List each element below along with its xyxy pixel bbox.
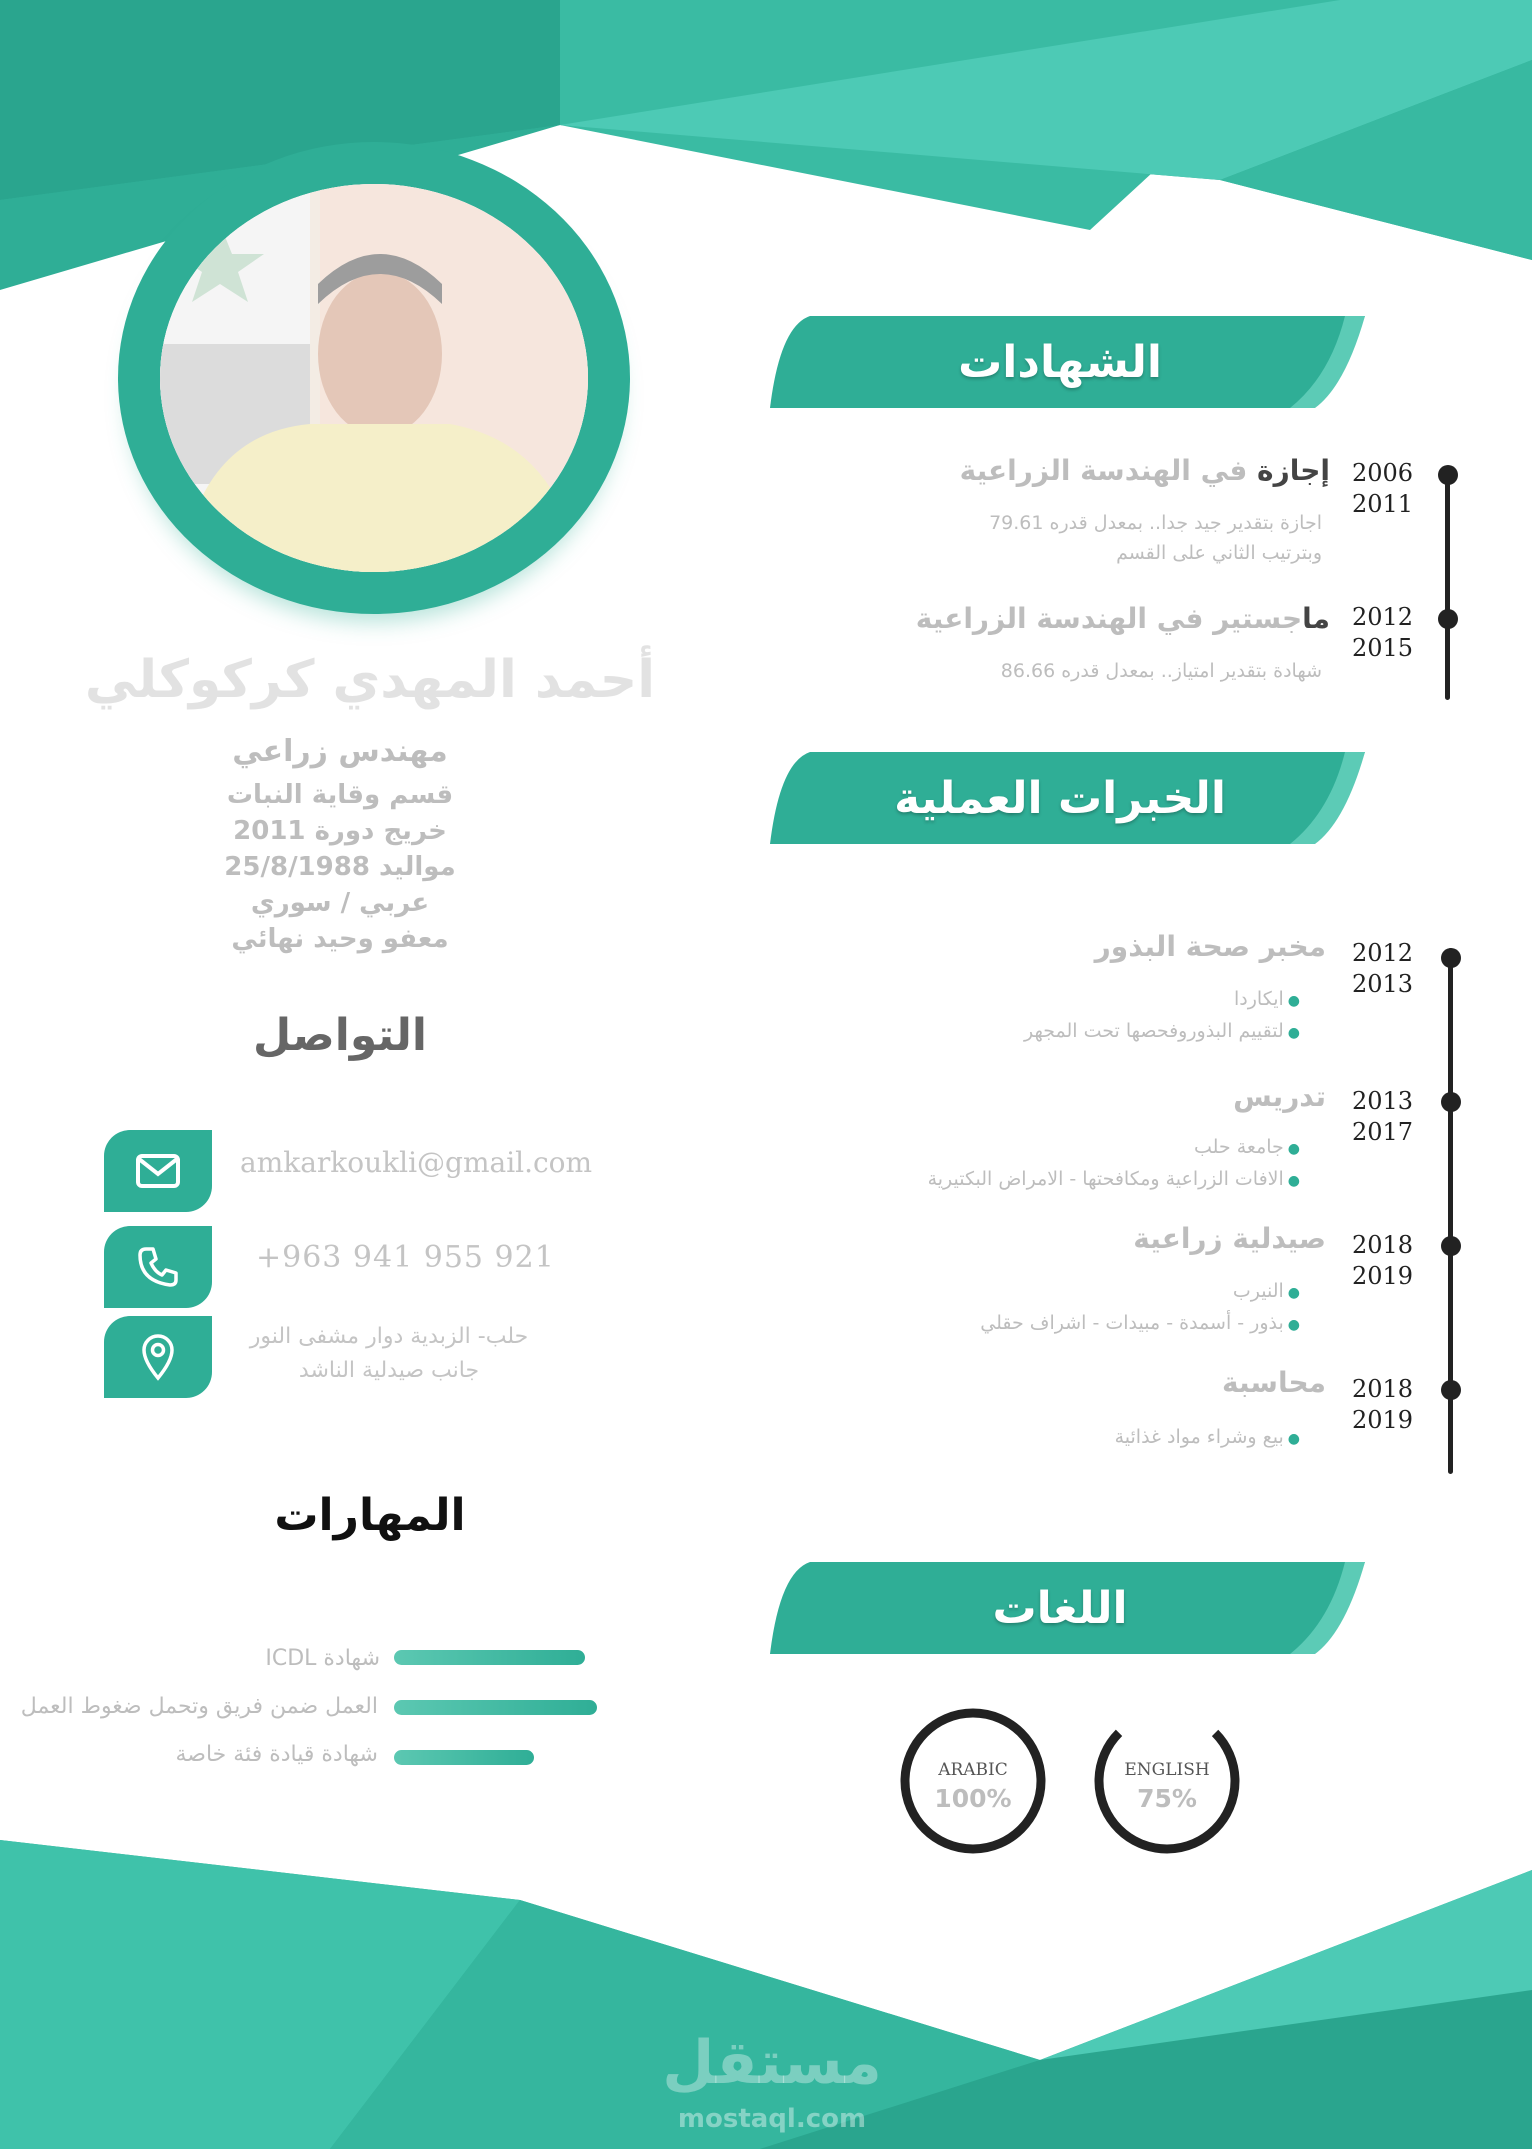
watermark-url: mostaql.com bbox=[677, 2104, 867, 2134]
exp-bullet bbox=[928, 1132, 1300, 1164]
timeline-dot bbox=[1441, 1092, 1461, 1112]
year-end: 2015 bbox=[1352, 634, 1414, 662]
exp-years bbox=[1352, 938, 1432, 1000]
cert-desc-line: اجازة بتقدير جيد جدا.. بمعدل قدره 79.61 bbox=[989, 512, 1322, 534]
skill-item bbox=[0, 1742, 378, 1772]
address bbox=[234, 1320, 544, 1388]
language-name: ARABIC bbox=[938, 1760, 1008, 1780]
exp-bullet bbox=[980, 1276, 1300, 1308]
exp-bullet bbox=[980, 1308, 1300, 1340]
cert-description bbox=[989, 508, 1322, 568]
bullet-icon: ● bbox=[1287, 1431, 1300, 1447]
year-start: 2013 bbox=[1352, 1087, 1414, 1115]
year-end: 2019 bbox=[1352, 1262, 1414, 1290]
detail-department: قسم وقاية النبات bbox=[226, 780, 454, 810]
languages-banner bbox=[770, 1562, 1365, 1654]
exp-bullet bbox=[1024, 984, 1300, 1016]
contact-email-row bbox=[104, 1130, 664, 1212]
certificates-banner bbox=[770, 316, 1365, 408]
profile-photo bbox=[160, 184, 588, 572]
exp-title: صيدلية زراعية bbox=[1133, 1222, 1326, 1255]
skill-label: شهادة ICDL bbox=[265, 1646, 380, 1671]
job-title: مهندس زراعي bbox=[232, 734, 448, 769]
detail-nationality: عربي / سوري bbox=[250, 888, 430, 918]
skill-bar bbox=[394, 1650, 585, 1665]
timeline-dot bbox=[1441, 1236, 1461, 1256]
exp-bullet-text: لتقييم البذوروفحصها تحت المجهر bbox=[1023, 1020, 1284, 1042]
bullet-icon: ● bbox=[1287, 1141, 1300, 1157]
exp-bullet-text: بيع وشراء مواد غذائية bbox=[1114, 1426, 1284, 1448]
cert-title-rest: جستير في الهندسة الزراعية bbox=[915, 602, 1303, 635]
contact-phone-row bbox=[104, 1226, 664, 1308]
exp-title: مخبر صحة البذور bbox=[1094, 930, 1326, 963]
cert-title-strong: ما bbox=[1302, 602, 1330, 635]
location-pin-icon bbox=[104, 1316, 212, 1398]
exp-bullet-text: بذور - أسمدة - مبيدات - اشراف حقلي bbox=[980, 1312, 1284, 1334]
exp-bullets bbox=[1115, 1422, 1300, 1454]
cert-title bbox=[916, 602, 1330, 635]
cert-years bbox=[1352, 602, 1432, 664]
skill-bar bbox=[394, 1750, 534, 1765]
watermark-logo: مستقل bbox=[662, 2028, 882, 2098]
contact-address-row bbox=[104, 1316, 664, 1398]
year-start: 2012 bbox=[1352, 939, 1414, 967]
bullet-icon: ● bbox=[1287, 1317, 1300, 1333]
detail-graduation: خريج دورة 2011 bbox=[233, 816, 447, 846]
language-name: ENGLISH bbox=[1124, 1760, 1210, 1780]
year-end: 2019 bbox=[1352, 1406, 1414, 1434]
cert-title bbox=[960, 454, 1330, 487]
exp-bullet-text: الافات الزراعية ومكافحتها - الامراض البكتيرية bbox=[927, 1168, 1284, 1190]
contact-title: التواصل bbox=[252, 1010, 428, 1061]
exp-bullets bbox=[980, 1276, 1300, 1340]
experience-banner bbox=[770, 752, 1365, 844]
timeline-dot bbox=[1438, 609, 1458, 629]
language-arabic bbox=[898, 1706, 1048, 1856]
language-level: 100% bbox=[934, 1784, 1012, 1813]
skill-label: العمل ضمن فريق وتحمل ضغوط العمل bbox=[20, 1694, 378, 1719]
exp-bullet bbox=[1115, 1422, 1300, 1454]
skill-label: شهادة قيادة فئة خاصة bbox=[175, 1742, 378, 1767]
profile-photo-frame bbox=[118, 142, 630, 614]
exp-bullet-text: جامعة حلب bbox=[1193, 1136, 1284, 1158]
cert-years bbox=[1352, 458, 1432, 520]
envelope-icon bbox=[104, 1130, 212, 1212]
cert-desc-line: شهادة بتقدير امتياز.. بمعدل قدره 86.66 bbox=[1000, 660, 1322, 682]
exp-years bbox=[1352, 1086, 1432, 1148]
detail-birthdate: مواليد 25/8/1988 bbox=[224, 852, 456, 882]
skill-item bbox=[0, 1646, 380, 1676]
phone-number[interactable]: +963 941 955 921 bbox=[256, 1240, 555, 1275]
language-level: 75% bbox=[1137, 1784, 1197, 1813]
cert-desc-line: وبترتيب الثاني على القسم bbox=[1116, 542, 1322, 564]
cert-description bbox=[1001, 656, 1322, 686]
year-start: 2012 bbox=[1352, 603, 1414, 631]
certificates-title: الشهادات bbox=[958, 336, 1162, 388]
email-address[interactable]: amkarkoukli@gmail.com bbox=[240, 1146, 593, 1179]
experience-title: الخبرات العملية bbox=[894, 772, 1226, 824]
year-start: 2006 bbox=[1352, 459, 1414, 487]
bullet-icon: ● bbox=[1287, 1173, 1300, 1189]
year-end: 2013 bbox=[1352, 970, 1414, 998]
exp-bullet-text: النيرب bbox=[1232, 1280, 1284, 1302]
exp-bullets bbox=[1024, 984, 1300, 1048]
bullet-icon: ● bbox=[1287, 1025, 1300, 1041]
bullet-icon: ● bbox=[1287, 1285, 1300, 1301]
year-start: 2018 bbox=[1352, 1375, 1414, 1403]
skill-item bbox=[0, 1694, 378, 1724]
exp-years bbox=[1352, 1374, 1432, 1436]
skills-title: المهارات bbox=[274, 1490, 466, 1541]
year-end: 2011 bbox=[1352, 490, 1414, 518]
language-english bbox=[1092, 1706, 1242, 1856]
full-name: أحمد المهدي كركوكلي bbox=[84, 650, 656, 710]
cert-title-rest: في الهندسة الزراعية bbox=[959, 454, 1258, 487]
skill-bar bbox=[394, 1700, 597, 1715]
exp-title: تدريس bbox=[1233, 1080, 1326, 1113]
timeline-dot bbox=[1441, 1380, 1461, 1400]
bullet-icon: ● bbox=[1287, 993, 1300, 1009]
language-ring bbox=[898, 1706, 1048, 1856]
exp-bullet bbox=[1024, 1016, 1300, 1048]
profile-details bbox=[170, 734, 510, 957]
address-line-1: حلب- الزبدية دوار مشفى النور bbox=[249, 1324, 529, 1349]
exp-years bbox=[1352, 1230, 1432, 1292]
certificates-timeline-line bbox=[1445, 470, 1450, 700]
address-line-2: جانب صيدلية الناشد bbox=[298, 1358, 480, 1383]
phone-icon bbox=[104, 1226, 212, 1308]
language-ring bbox=[1092, 1706, 1242, 1856]
cert-title-strong: إجازة bbox=[1257, 454, 1330, 487]
exp-bullet-text: ايكاردا bbox=[1234, 988, 1284, 1010]
timeline-dot bbox=[1441, 948, 1461, 968]
detail-military: معفو وحيد نهائي bbox=[231, 924, 449, 954]
exp-bullet bbox=[928, 1164, 1300, 1196]
year-end: 2017 bbox=[1352, 1118, 1414, 1146]
exp-title: محاسبة bbox=[1222, 1366, 1326, 1399]
exp-bullets bbox=[928, 1132, 1300, 1196]
timeline-dot bbox=[1438, 465, 1458, 485]
languages-title: اللغات bbox=[992, 1582, 1128, 1634]
year-start: 2018 bbox=[1352, 1231, 1414, 1259]
